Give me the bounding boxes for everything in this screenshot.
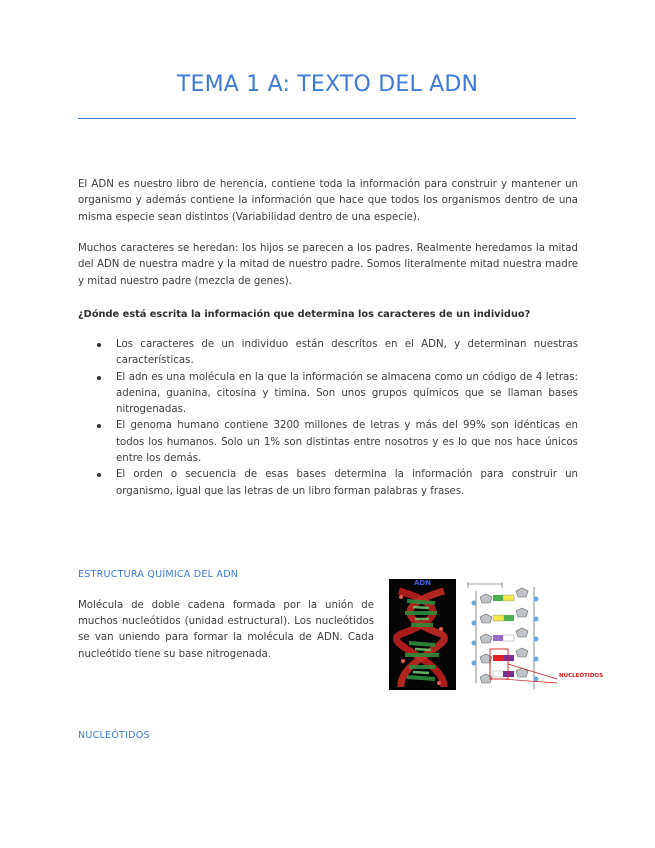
list-item-text: El adn es una molécula en la que la información se almacena como un código de 4 letras: adenina, guanina, citosina y timina. Son unos grupos químicos que se llaman bases nitrogenadas. [116, 371, 578, 416]
nucleotide-diagram [462, 579, 607, 707]
dna-helix-icon [389, 579, 456, 690]
list-item-text: El genoma humano contiene 3200 millones de letras y más del 99% son idénticas en todos los humanos. Solo un 1% son distintas entre nosotros y es lo que nos hace únicos entre los demás. [116, 420, 578, 465]
bullet-icon [97, 473, 101, 477]
section-heading-nucleotides: NUCLEÓTIDOS [78, 730, 150, 741]
page-title: TEMA 1 A: TEXTO DEL ADN [176, 72, 479, 97]
bullet-icon [97, 376, 101, 380]
list-item [78, 467, 578, 500]
nucleotide-annotation: NUCLEÓTIDOS [559, 673, 604, 679]
list-item-text: Los caracteres de un individuo están descritos en el ADN, y determinan nuestras características. [116, 339, 578, 367]
intro-paragraph: El ADN es nuestro libro de herencia, contiene toda la información para construir y mantener un organismo y además contiene la información que hace que todos los organismos dentro de una misma especie sean distintos (Variabilidad dentro de una especie). [78, 179, 578, 223]
title-underline [78, 118, 576, 119]
list-item [78, 418, 578, 467]
dna-helix-label: ADN [413, 579, 432, 587]
list-item-text: El orden o secuencia de esas bases determina la información para construir un organismo, igual que las letras de un libro forman palabras y frases. [116, 469, 578, 497]
structure-paragraph: Molécula de doble cadena formada por la unión de muchos nucleótidos (unidad estructural). Los nucleótidos se van uniendo para formar la molécula de ADN. Cada nucleótido tiene su base nitrogenada. [78, 600, 374, 660]
section-heading-structure: ESTRUCTURA QUÍMICA DEL ADN [78, 569, 239, 580]
heredity-paragraph: Muchos caracteres se heredan: los hijos se parecen a los padres. Realmente heredamos la mitad del ADN de nuestra madre y la mitad de nuestro padre. Somos literalmente mitad nuestra madre y mitad nuestro padre (mezcla de genes). [78, 243, 578, 287]
nucleotide-structure-icon [462, 579, 607, 707]
list-item [78, 337, 578, 370]
bullet-icon [97, 424, 101, 428]
dna-helix-image [389, 579, 456, 690]
question-heading: ¿Dónde está escrita la información que determina los caracteres de un individuo? [78, 309, 531, 320]
bullet-list [78, 337, 578, 500]
bullet-icon [97, 343, 101, 347]
list-item [78, 370, 578, 419]
